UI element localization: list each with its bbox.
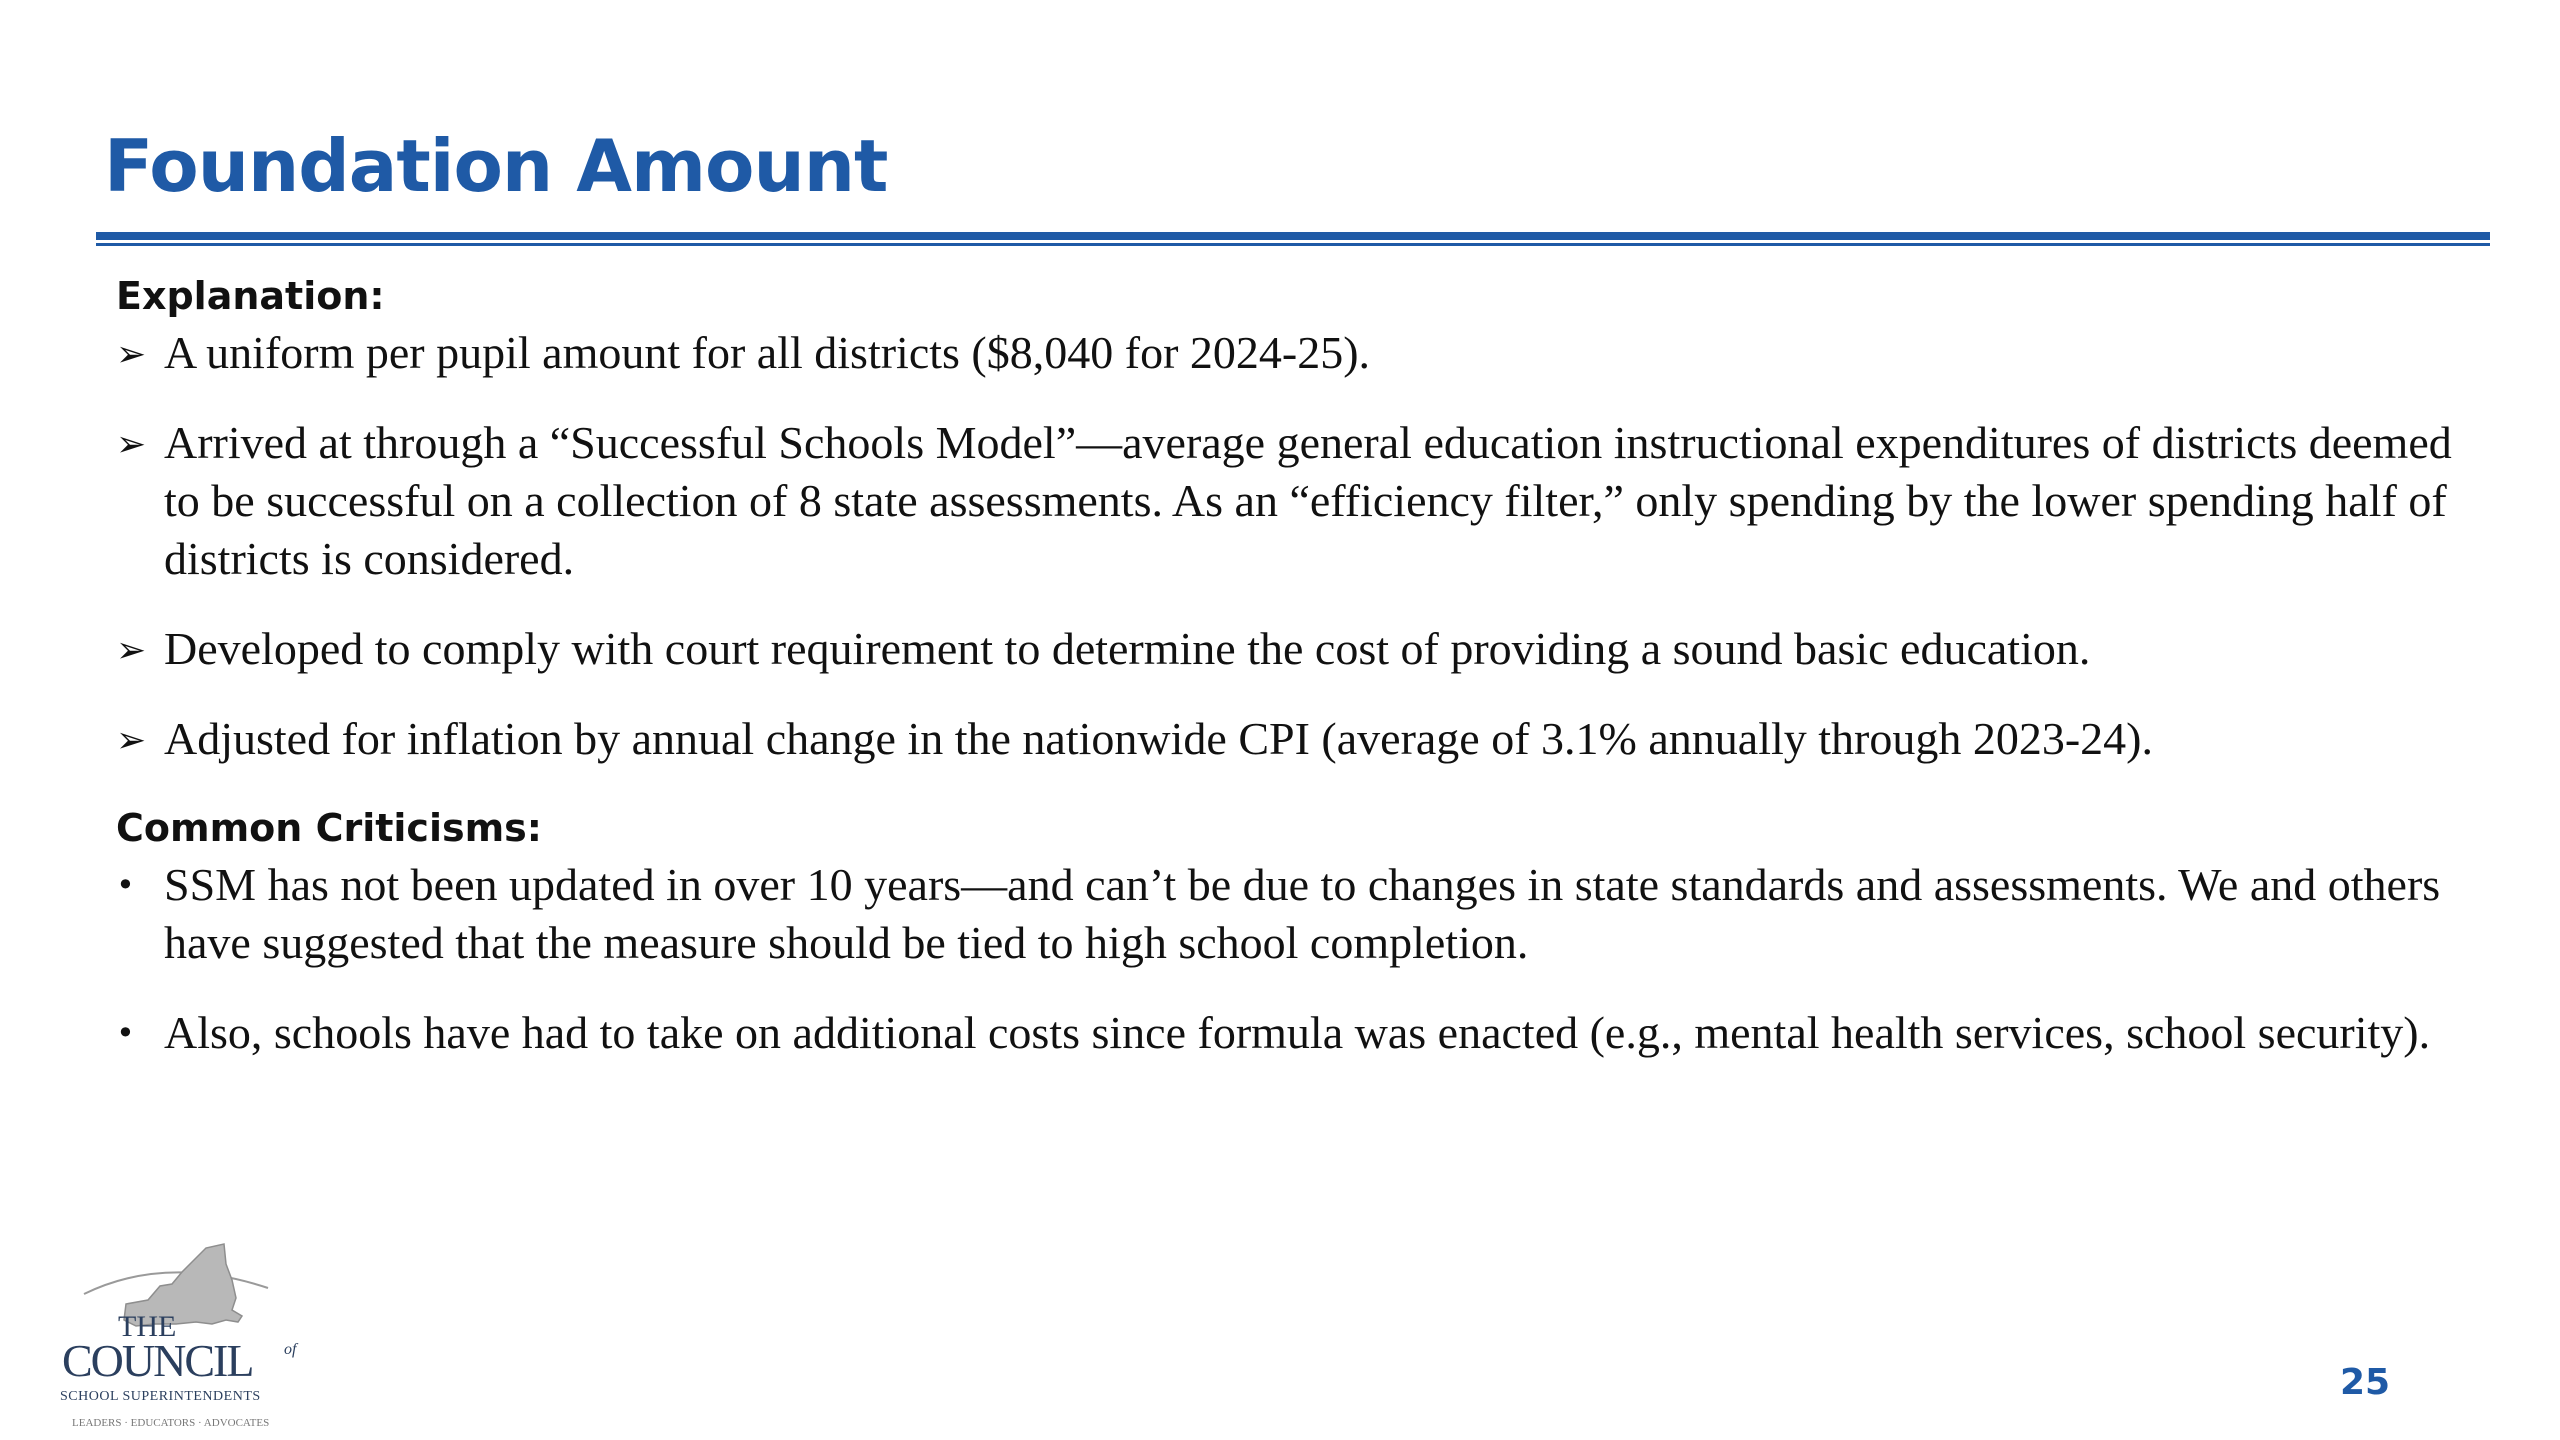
explanation-item-text: Arrived at through a “Successful Schools Model”—average general education instructional expenditures of districts deemed to be successful on a collection of 8 state assessments. As an “efficiency filter,” only spending by the lower spending half of districts is considered. [164, 417, 2452, 584]
explanation-item [116, 414, 2456, 588]
page-number: 25 [2340, 1362, 2391, 1403]
arrow-bullet-icon: ➢ [116, 720, 147, 761]
criticism-item [116, 1004, 2456, 1062]
council-logo [56, 1224, 306, 1434]
criticism-item-text: Also, schools have had to take on additional costs since formula was enacted (e.g., mental health services, school security). [164, 1007, 2431, 1058]
arrow-bullet-icon: ➢ [116, 424, 147, 465]
explanation-item-text: Adjusted for inflation by annual change in the nationwide CPI (average of 3.1% annually through 2023-24). [164, 713, 2153, 764]
dot-bullet-icon: • [116, 1014, 135, 1052]
arrow-bullet-icon: ➢ [116, 630, 147, 671]
logo-council-text: COUNCIL [62, 1335, 253, 1386]
explanation-item-text: Developed to comply with court requirement to determine the cost of providing a sound basic education. [164, 623, 2091, 674]
slide-title: Foundation Amount [104, 124, 888, 208]
arrow-bullet-icon: ➢ [116, 334, 147, 375]
explanation-item [116, 710, 2456, 768]
criticism-item [116, 856, 2456, 972]
explanation-item-text: A uniform per pupil amount for all districts ($8,040 for 2024-25). [164, 327, 1371, 378]
logo-the-text: THE [118, 1310, 177, 1343]
dot-bullet-icon: • [116, 866, 135, 904]
logo-of-text: of [284, 1341, 297, 1358]
explanation-item [116, 620, 2456, 678]
criticisms-heading: Common Criticisms: [116, 806, 542, 850]
logo-tagline-text: LEADERS · EDUCATORS · ADVOCATES [72, 1417, 270, 1429]
explanation-item [116, 324, 2456, 382]
title-divider [96, 232, 2490, 246]
explanation-heading: Explanation: [116, 274, 385, 318]
state-map-icon [56, 1224, 306, 1434]
slide-body [116, 268, 2456, 1094]
criticism-item-text: SSM has not been updated in over 10 years—and can’t be due to changes in state standards and assessments. We and others have suggested that the measure should be tied to high school completion. [164, 859, 2441, 968]
logo-superintendents-text: SCHOOL SUPERINTENDENTS [60, 1389, 261, 1404]
